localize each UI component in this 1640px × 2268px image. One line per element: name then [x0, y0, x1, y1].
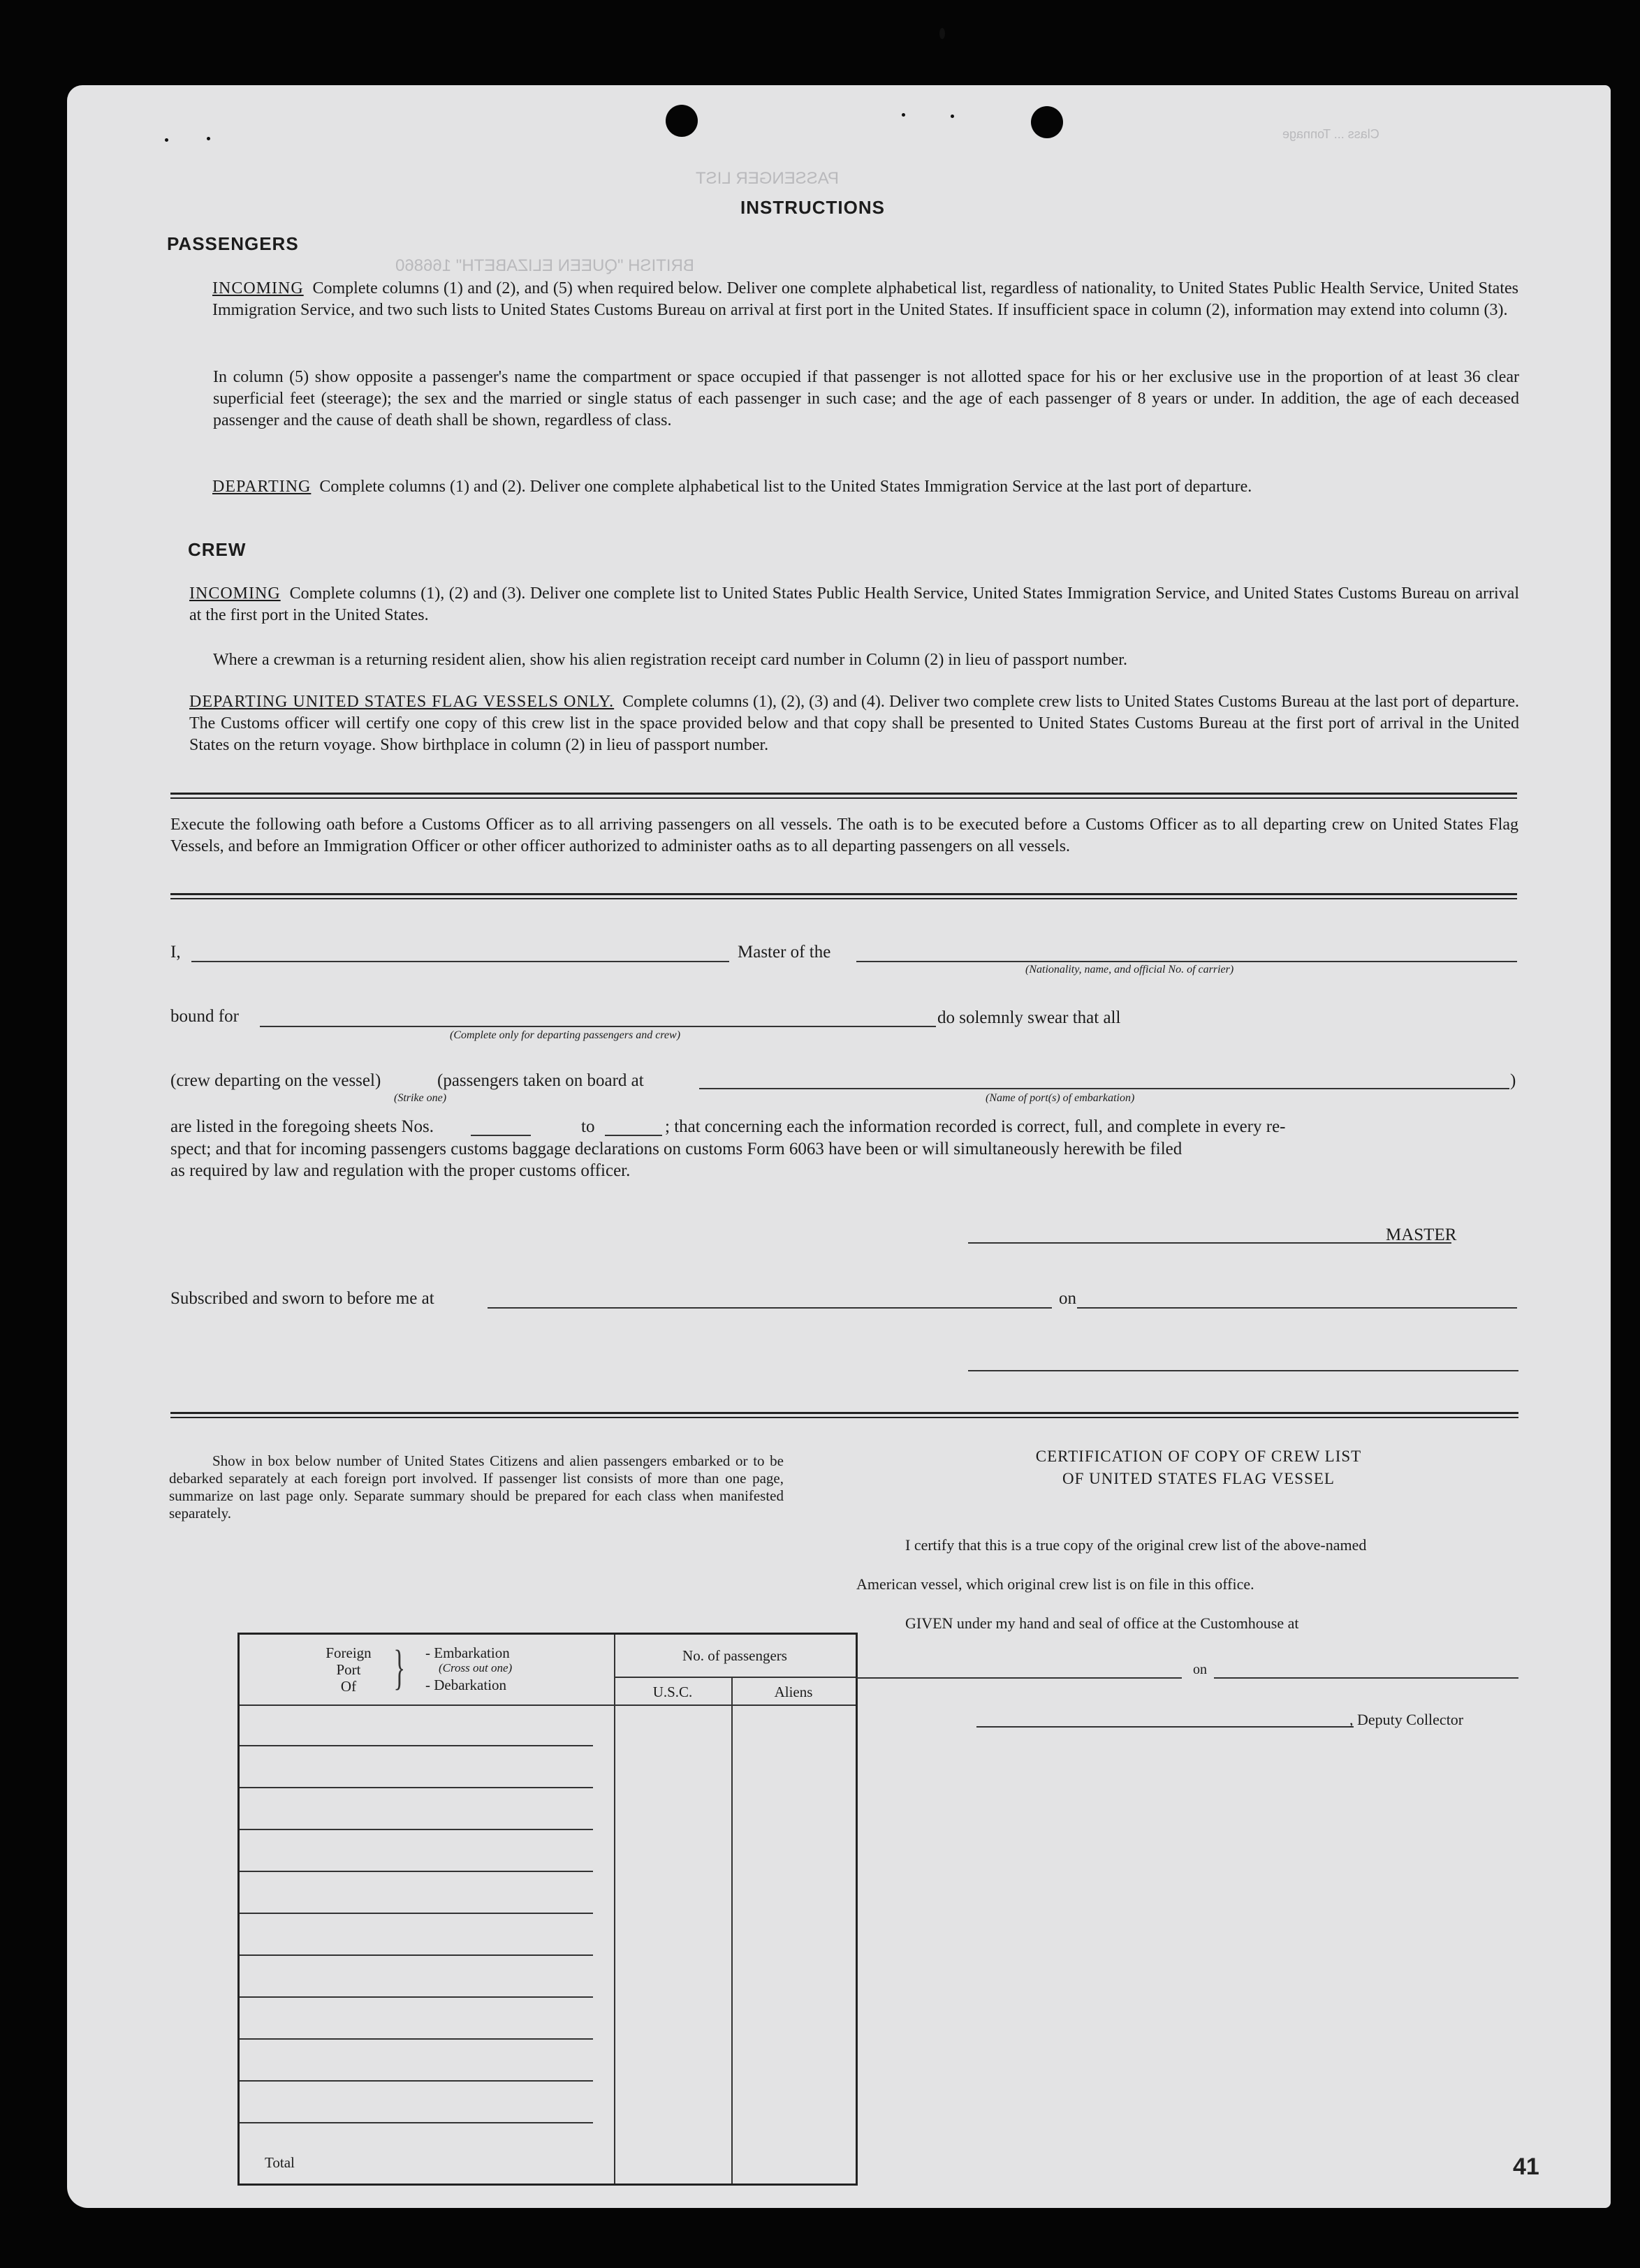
table-row[interactable]: [240, 1871, 593, 1872]
document-page: [67, 85, 1611, 2208]
subscribed-label: Subscribed and sworn to before me at: [170, 1289, 434, 1308]
no-passengers-header: No. of passengers: [682, 1647, 787, 1664]
strike-caption: (Strike one): [394, 1092, 447, 1104]
crew-heading: CREW: [188, 539, 247, 560]
crew-incoming-paragraph: [189, 583, 1519, 626]
crew-departing-label: DEPARTING UNITED STATES FLAG VESSELS ONLY.: [189, 693, 615, 711]
page-number: 41: [1513, 2153, 1539, 2180]
certify-date-field[interactable]: [1214, 1677, 1518, 1679]
crew-departing-option: (crew departing on the vessel): [170, 1071, 381, 1090]
listed-text-b: ; that concerning each the information recorded is correct, full, and complete in every re-: [665, 1117, 1286, 1136]
cross-out-caption: (Cross out one): [439, 1661, 513, 1674]
sworn-on-label: on: [1059, 1289, 1076, 1308]
table-row[interactable]: [240, 1829, 593, 1830]
section-divider: [170, 793, 1517, 799]
master-label: MASTER: [1386, 1225, 1457, 1244]
crew-incoming-text: Complete columns (1), (2) and (3). Deliver one complete list to United States Public Health Service, United States Immigration Service, and United States Customs Bureau on arrival at the first port in the United States.: [189, 584, 1520, 624]
listed-text-c: spect; and that for incoming passengers customs baggage declarations on customs Form 6063 have been or will simultaneously herewith be filed: [170, 1140, 1183, 1158]
departing-label: DEPARTING: [212, 478, 312, 496]
oath-i-label: I,: [170, 943, 181, 962]
table-row[interactable]: [240, 1745, 593, 1746]
summary-note: Show in box below number of United States Citizens and alien passengers embarked or to be debarked separately at each foreign port involved. If passenger list consists of more than one page, summarize on last page only. Separate summary should be prepared for each class when manifested separately.: [169, 1452, 784, 1522]
certify-line3: GIVEN under my hand and seal of office at the Customhouse at: [905, 1614, 1299, 1632]
officer-signature-field[interactable]: [968, 1370, 1518, 1371]
bleed-through: Class ... Tonnage: [1282, 127, 1379, 141]
swear-label: do solemnly swear that all: [937, 1008, 1121, 1027]
usc-header: U.S.C.: [652, 1684, 693, 1700]
brace-icon: }: [393, 1641, 406, 1695]
sworn-date-field[interactable]: [1077, 1307, 1517, 1309]
table-row[interactable]: [240, 1913, 593, 1914]
certification-title: CERTIFICATION OF COPY OF CREW LIST OF UNITED STATES FLAG VESSEL: [1035, 1448, 1362, 1487]
listed-text-d: as required by law and regulation with the proper customs officer.: [170, 1161, 631, 1180]
sworn-location-field[interactable]: [488, 1307, 1052, 1309]
speck: [165, 138, 168, 142]
section-divider: [170, 893, 1517, 899]
embarkation-option: - Embarkation: [425, 1644, 510, 1661]
bleed-through: BRITISH "QUEEN ELIZABETH" 166860: [395, 256, 694, 275]
sheet-from-field[interactable]: [471, 1135, 531, 1136]
oath-intro: Execute the following oath before a Customs Officer as to all arriving passengers on all vessels. The oath is to be executed before a Customs Officer as to all departing crew on United States Flag Vessels, and before an Immigration Officer or other officer authorized to administer oaths as to all departing passengers on all vessels.: [170, 816, 1518, 855]
column-divider: [614, 1635, 615, 2184]
certify-on-label: on: [1193, 1662, 1207, 1677]
passengers-heading: PASSENGERS: [167, 233, 299, 254]
total-label: Total: [265, 2154, 295, 2171]
table-row[interactable]: [240, 1954, 593, 1956]
bleed-through: PASSENGER LIST: [696, 169, 839, 188]
listed-to-label: to: [581, 1117, 595, 1136]
customhouse-field[interactable]: [856, 1677, 1182, 1679]
debarkation-option: - Debarkation: [425, 1677, 507, 1693]
master-signature-field[interactable]: [968, 1242, 1451, 1244]
certify-line2: American vessel, which original crew list is on file in this office.: [856, 1575, 1254, 1593]
column-divider: [731, 1677, 733, 2184]
listed-text-a: are listed in the foregoing sheets Nos.: [170, 1117, 434, 1136]
crew-incoming-label: INCOMING: [189, 584, 281, 603]
deputy-collector-label: , Deputy Collector: [1349, 1711, 1464, 1728]
master-of-the-label: Master of the: [738, 943, 831, 962]
speck: [902, 113, 905, 117]
bound-caption: (Complete only for departing passengers and crew): [450, 1029, 681, 1041]
speck: [951, 115, 954, 118]
table-row[interactable]: [240, 2080, 593, 2082]
punch-hole: [666, 105, 698, 137]
master-name-field[interactable]: [191, 961, 729, 962]
passengers-header-rule: [614, 1677, 856, 1678]
page-title: INSTRUCTIONS: [740, 197, 885, 218]
ports-caption: (Name of port(s) of embarkation): [986, 1092, 1135, 1104]
foreign-port-label: Foreign Port Of: [325, 1644, 372, 1695]
deputy-signature-field[interactable]: [976, 1726, 1354, 1728]
certify-line1: I certify that this is a true copy of the original crew list of the above-named: [905, 1536, 1367, 1554]
incoming-text: Complete columns (1) and (2), and (5) when required below. Deliver one complete alphabetical list, regardless of nationality, to United States Public Health Service, United States Immigration Service, and two such lists to United States Customs Bureau on arrival at first port in the United States. If insufficient space in column (2), information may extend into column (3).: [212, 279, 1518, 319]
section-divider: [170, 1412, 1518, 1418]
passengers-incoming-paragraph: [212, 278, 1518, 321]
table-row[interactable]: [240, 2038, 593, 2040]
scan-speck: [939, 28, 945, 39]
table-row[interactable]: [240, 1996, 593, 1998]
crew-departing-text: Complete columns (1), (2), (3) and (4). Deliver two complete crew lists to United States Customs Bureau at the last port of departure. The Customs officer will certify one copy of this crew list in the space provided below and that copy shall be presented to United States Customs Bureau at the first port of arrival in the United States on the return voyage. Show birthplace in column (2) in lieu of passport number.: [189, 693, 1519, 754]
bound-for-label: bound for: [170, 1007, 239, 1026]
embarkation-ports-field[interactable]: [699, 1088, 1509, 1089]
column5-paragraph: In column (5) show opposite a passenger's name the compartment or space occupied if that passenger is not allotted space for his or her exclusive use in the proportion of at least 36 clear superficial feet (steerage); the sex and the married or single status of each passenger in such case; and the age of each passenger of 8 years or under. In addition, the age of each deceased passenger and the cause of death shall be shown, regardless of class.: [213, 368, 1519, 429]
crew-departing-paragraph: [189, 691, 1519, 756]
bound-for-field[interactable]: [260, 1026, 936, 1027]
carrier-caption: (Nationality, name, and official No. of carrier): [1025, 964, 1234, 975]
passenger-summary-table: [237, 1633, 858, 2186]
crew-resident-paragraph: Where a crewman is a returning resident alien, show his alien registration receipt card number in Column (2) in lieu of passport number.: [213, 651, 1127, 669]
carrier-field[interactable]: [856, 961, 1517, 962]
speck: [207, 137, 210, 140]
aliens-header: Aliens: [774, 1684, 813, 1700]
header-row-rule: [240, 1704, 856, 1706]
sheet-to-field[interactable]: [605, 1135, 662, 1136]
incoming-label: INCOMING: [212, 279, 304, 297]
departing-text: Complete columns (1) and (2). Deliver one complete alphabetical list to the United States Immigration Service at the last port of departure.: [319, 478, 1252, 496]
table-row[interactable]: [240, 1787, 593, 1788]
passengers-departing-paragraph: [212, 476, 1518, 498]
close-paren: ): [1510, 1071, 1516, 1090]
punch-hole: [1031, 106, 1063, 138]
table-row[interactable]: [240, 2122, 593, 2123]
passengers-taken-option: (passengers taken on board at: [437, 1071, 644, 1090]
